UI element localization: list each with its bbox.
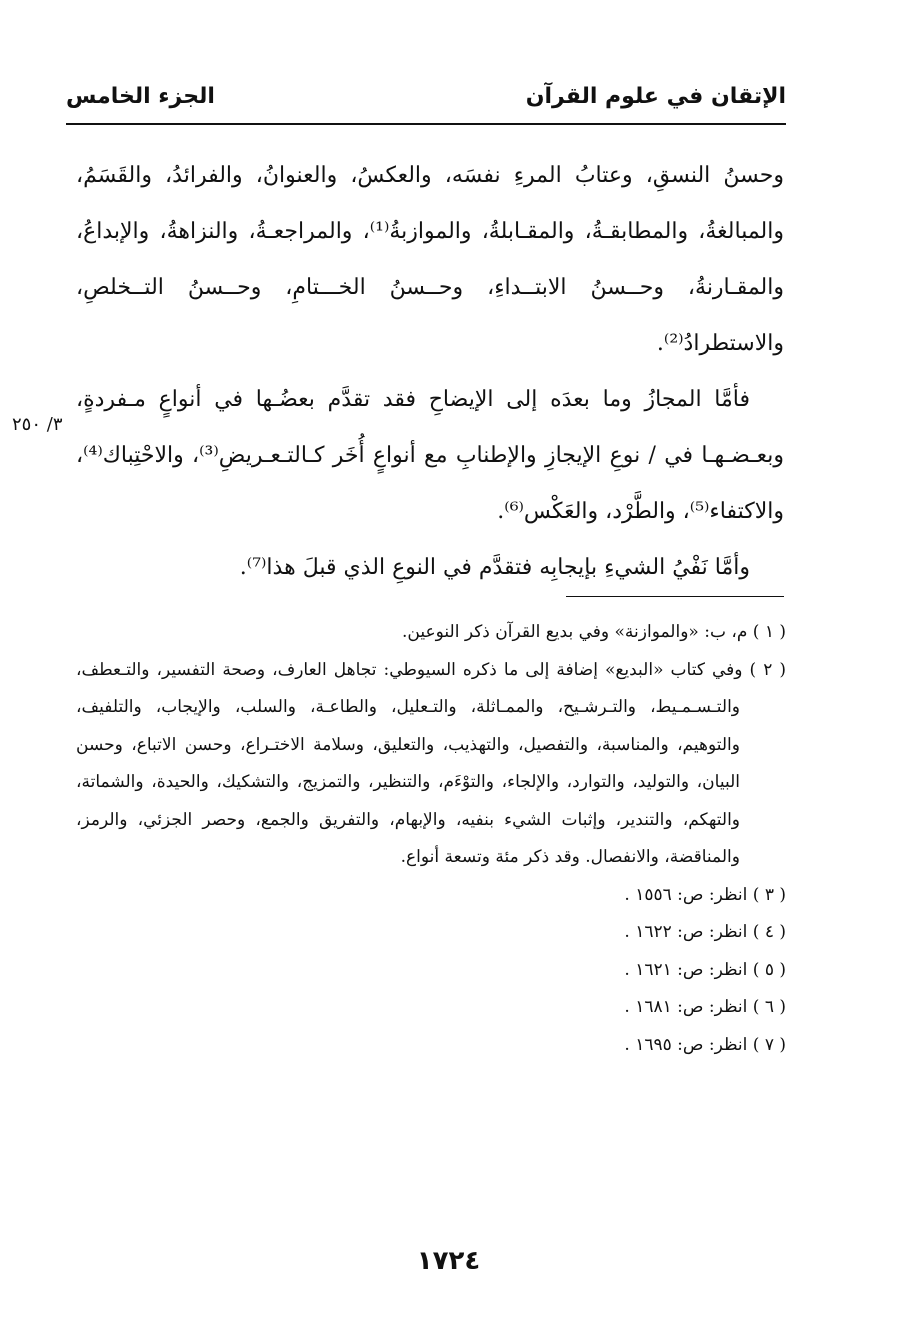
footnote-7: ( ٧ ) انظر: ص: ١٦٩٥ .	[624, 1034, 786, 1055]
page-number: ١٧٢٤	[416, 1246, 481, 1276]
margin-page-reference: ٣/ ٢٥٠	[12, 414, 63, 435]
footnote-4: ( ٤ ) انظر: ص: ١٦٢٢ .	[624, 922, 786, 942]
footnote-2: ( ٢ ) وفي كتاب «البديع» إضافة إلى ما ذكره السيوطي: تجاهل العارف، وصحة التفسير، والتـعطف، والتـسـمـيط، والتـرشـيح، والممـاثلة، والتـعليل، والطاعـة، والسلب، والإيجاب، والتلفيف، والتوهيم، والمناسبة، والتفصيل، والتهذيب، والتعليق، وسلامة الاختـراع، وحسن الاتباع، وحسن البيان، والتوليد، والتوارد، والإلجاء، والتوْءَم، والتنظير، والتمزيج، والتشكيك، والحيدة، والشماتة، والتهكم، والتندير، وإثبات الشيء بنفيه، والإبهام، والتفريق والجمع، وحصر الجزئي، والرمز، والمناقضة، والانفصال. وقد ذكر مئة وتسعة أنواع.	[76, 659, 786, 867]
paragraph-1: وحسنُ النسقِ، وعتابُ المرءِ نفسَه، والعكسُ، والعنوانُ، والفرائدُ، والقَسَمُ، والمبالغةُ، والمطابقـةُ، والمقـابلةُ، والموازبةُ⁽¹⁾، والمراجعـةُ، والنزاهةُ، والإبداعُ، والمقـارنةُ، وحــسنُ الابتــداءِ، وحــسنُ الخـــتامِ، وحــسنُ التــخلصِ، والاستطرادُ⁽²⁾.	[76, 163, 784, 356]
paragraph-2: فأمَّا المجازُ وما بعدَه إلى الإيضاحِ فقد تقدَّم بعضُـها في أنواعٍ مـفردةٍ، وبعـضـهـا في / نوعِ الإيجازِ والإطنابِ مع أنواعٍ أُخَر كـالتـعـريضِ⁽³⁾، والاحْتِباك⁽⁴⁾، والاكتفاء⁽⁵⁾، والطَّرْد، والعَكْس⁽⁶⁾.	[76, 387, 784, 524]
header-rule	[66, 123, 786, 125]
volume-label: الجزء الخامس	[66, 84, 215, 109]
footnote-6: ( ٦ ) انظر: ص: ١٦٨١ .	[624, 997, 786, 1017]
footnote-3: ( ٣ ) انظر: ص: ١٥٥٦ .	[624, 884, 786, 905]
paragraph-3: وأمَّا نَفْيُ الشيءِ بإيجابِه فتقدَّم في النوعِ الذي قبلَ هذا⁽⁷⁾.	[239, 555, 750, 580]
footnote-1: ( ١ ) م، ب: «والموازنة» وفي بديع القرآن ذكر النوعين.	[401, 622, 786, 642]
book-title: الإتقان في علوم القرآن	[525, 84, 786, 109]
footnote-rule	[566, 596, 784, 597]
footnotes	[76, 614, 786, 1064]
footnote-5: ( ٥ ) انظر: ص: ١٦٢١ .	[624, 959, 786, 980]
main-text	[76, 148, 784, 596]
running-header	[66, 78, 786, 122]
